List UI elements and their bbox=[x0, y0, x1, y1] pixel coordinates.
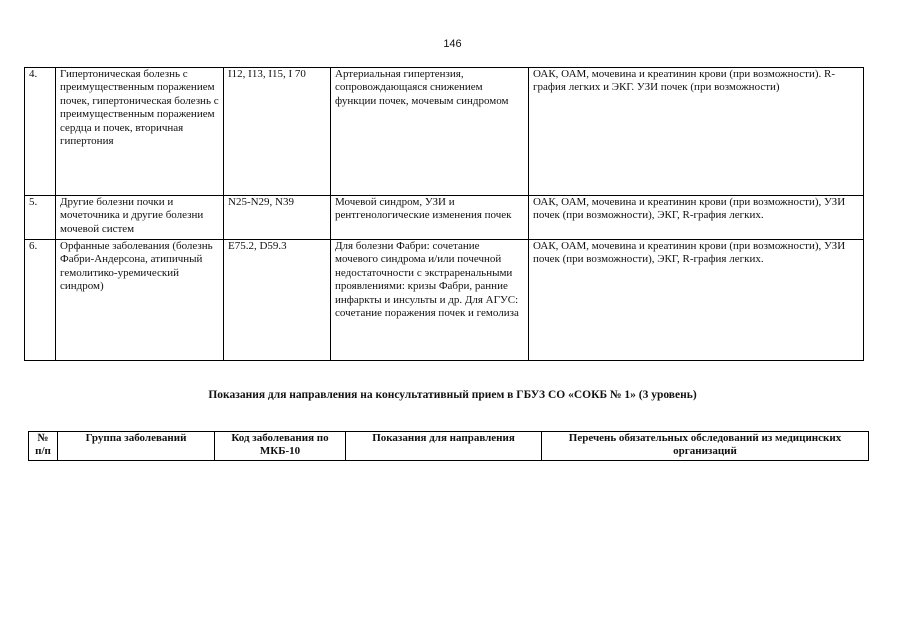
icd-codes: N25-N29, N39 bbox=[224, 196, 331, 240]
referral-table-level3 bbox=[28, 431, 869, 461]
page-number: 146 bbox=[443, 38, 462, 50]
required-exams: ОАК, ОАМ, мочевина и креатинин крови (при возможности), УЗИ почек (при возможности), ЭКГ, R-графия легких. bbox=[529, 240, 864, 361]
section-title: Показания для направления на консультативный прием в ГБУЗ СО «СОКБ № 1» (3 уровень) bbox=[208, 389, 697, 401]
referral-indications: Мочевой синдром, УЗИ и рентгенологические изменения почек bbox=[331, 196, 529, 240]
icd-codes: I12, I13, I15, I 70 bbox=[224, 68, 331, 196]
disease-group: Другие болезни почки и мочеточника и другие болезни мочевой систем bbox=[56, 196, 224, 240]
col-header-exams: Перечень обязательных обследований из медицинских организаций bbox=[542, 432, 869, 461]
row-number: 5. bbox=[25, 196, 56, 240]
required-exams: ОАК, ОАМ, мочевина и креатинин крови (при возможности), УЗИ почек (при возможности), ЭКГ, R-графия легких. bbox=[529, 196, 864, 240]
table-row bbox=[25, 196, 864, 240]
referral-indications: Артериальная гипертензия, сопровождающаяся снижением функции почек, мочевым синдромом bbox=[331, 68, 529, 196]
row-number: 4. bbox=[25, 68, 56, 196]
col-header-icd: Код заболевания по МКБ-10 bbox=[215, 432, 346, 461]
referral-table-main bbox=[24, 67, 864, 361]
icd-codes: E75.2, D59.3 bbox=[224, 240, 331, 361]
col-header-number: № п/п bbox=[29, 432, 58, 461]
referral-indications: Для болезни Фабри: сочетание мочевого синдрома и/или почечной недостаточности с экстраренальными проявлениями: кризы Фабри, ранние инфаркты и инсульты и др. Для АГУС: сочетание поражения почек и гемолиза bbox=[331, 240, 529, 361]
table-row bbox=[25, 68, 864, 196]
table-header-row bbox=[29, 432, 869, 461]
disease-group: Гипертоническая болезнь с преимущественным поражением почек, гипертоническая болезнь с преимущественным поражением сердца и почек, вторичная гипертония bbox=[56, 68, 224, 196]
table-row bbox=[25, 240, 864, 361]
required-exams: ОАК, ОАМ, мочевина и креатинин крови (при возможности). R-графия легких и ЭКГ. УЗИ почек (при возможности) bbox=[529, 68, 864, 196]
col-header-indications: Показания для направления bbox=[346, 432, 542, 461]
col-header-group: Группа заболеваний bbox=[58, 432, 215, 461]
row-number: 6. bbox=[25, 240, 56, 361]
disease-group: Орфанные заболевания (болезнь Фабри-Андерсона, атипичный гемолитико-уремический синдром) bbox=[56, 240, 224, 361]
